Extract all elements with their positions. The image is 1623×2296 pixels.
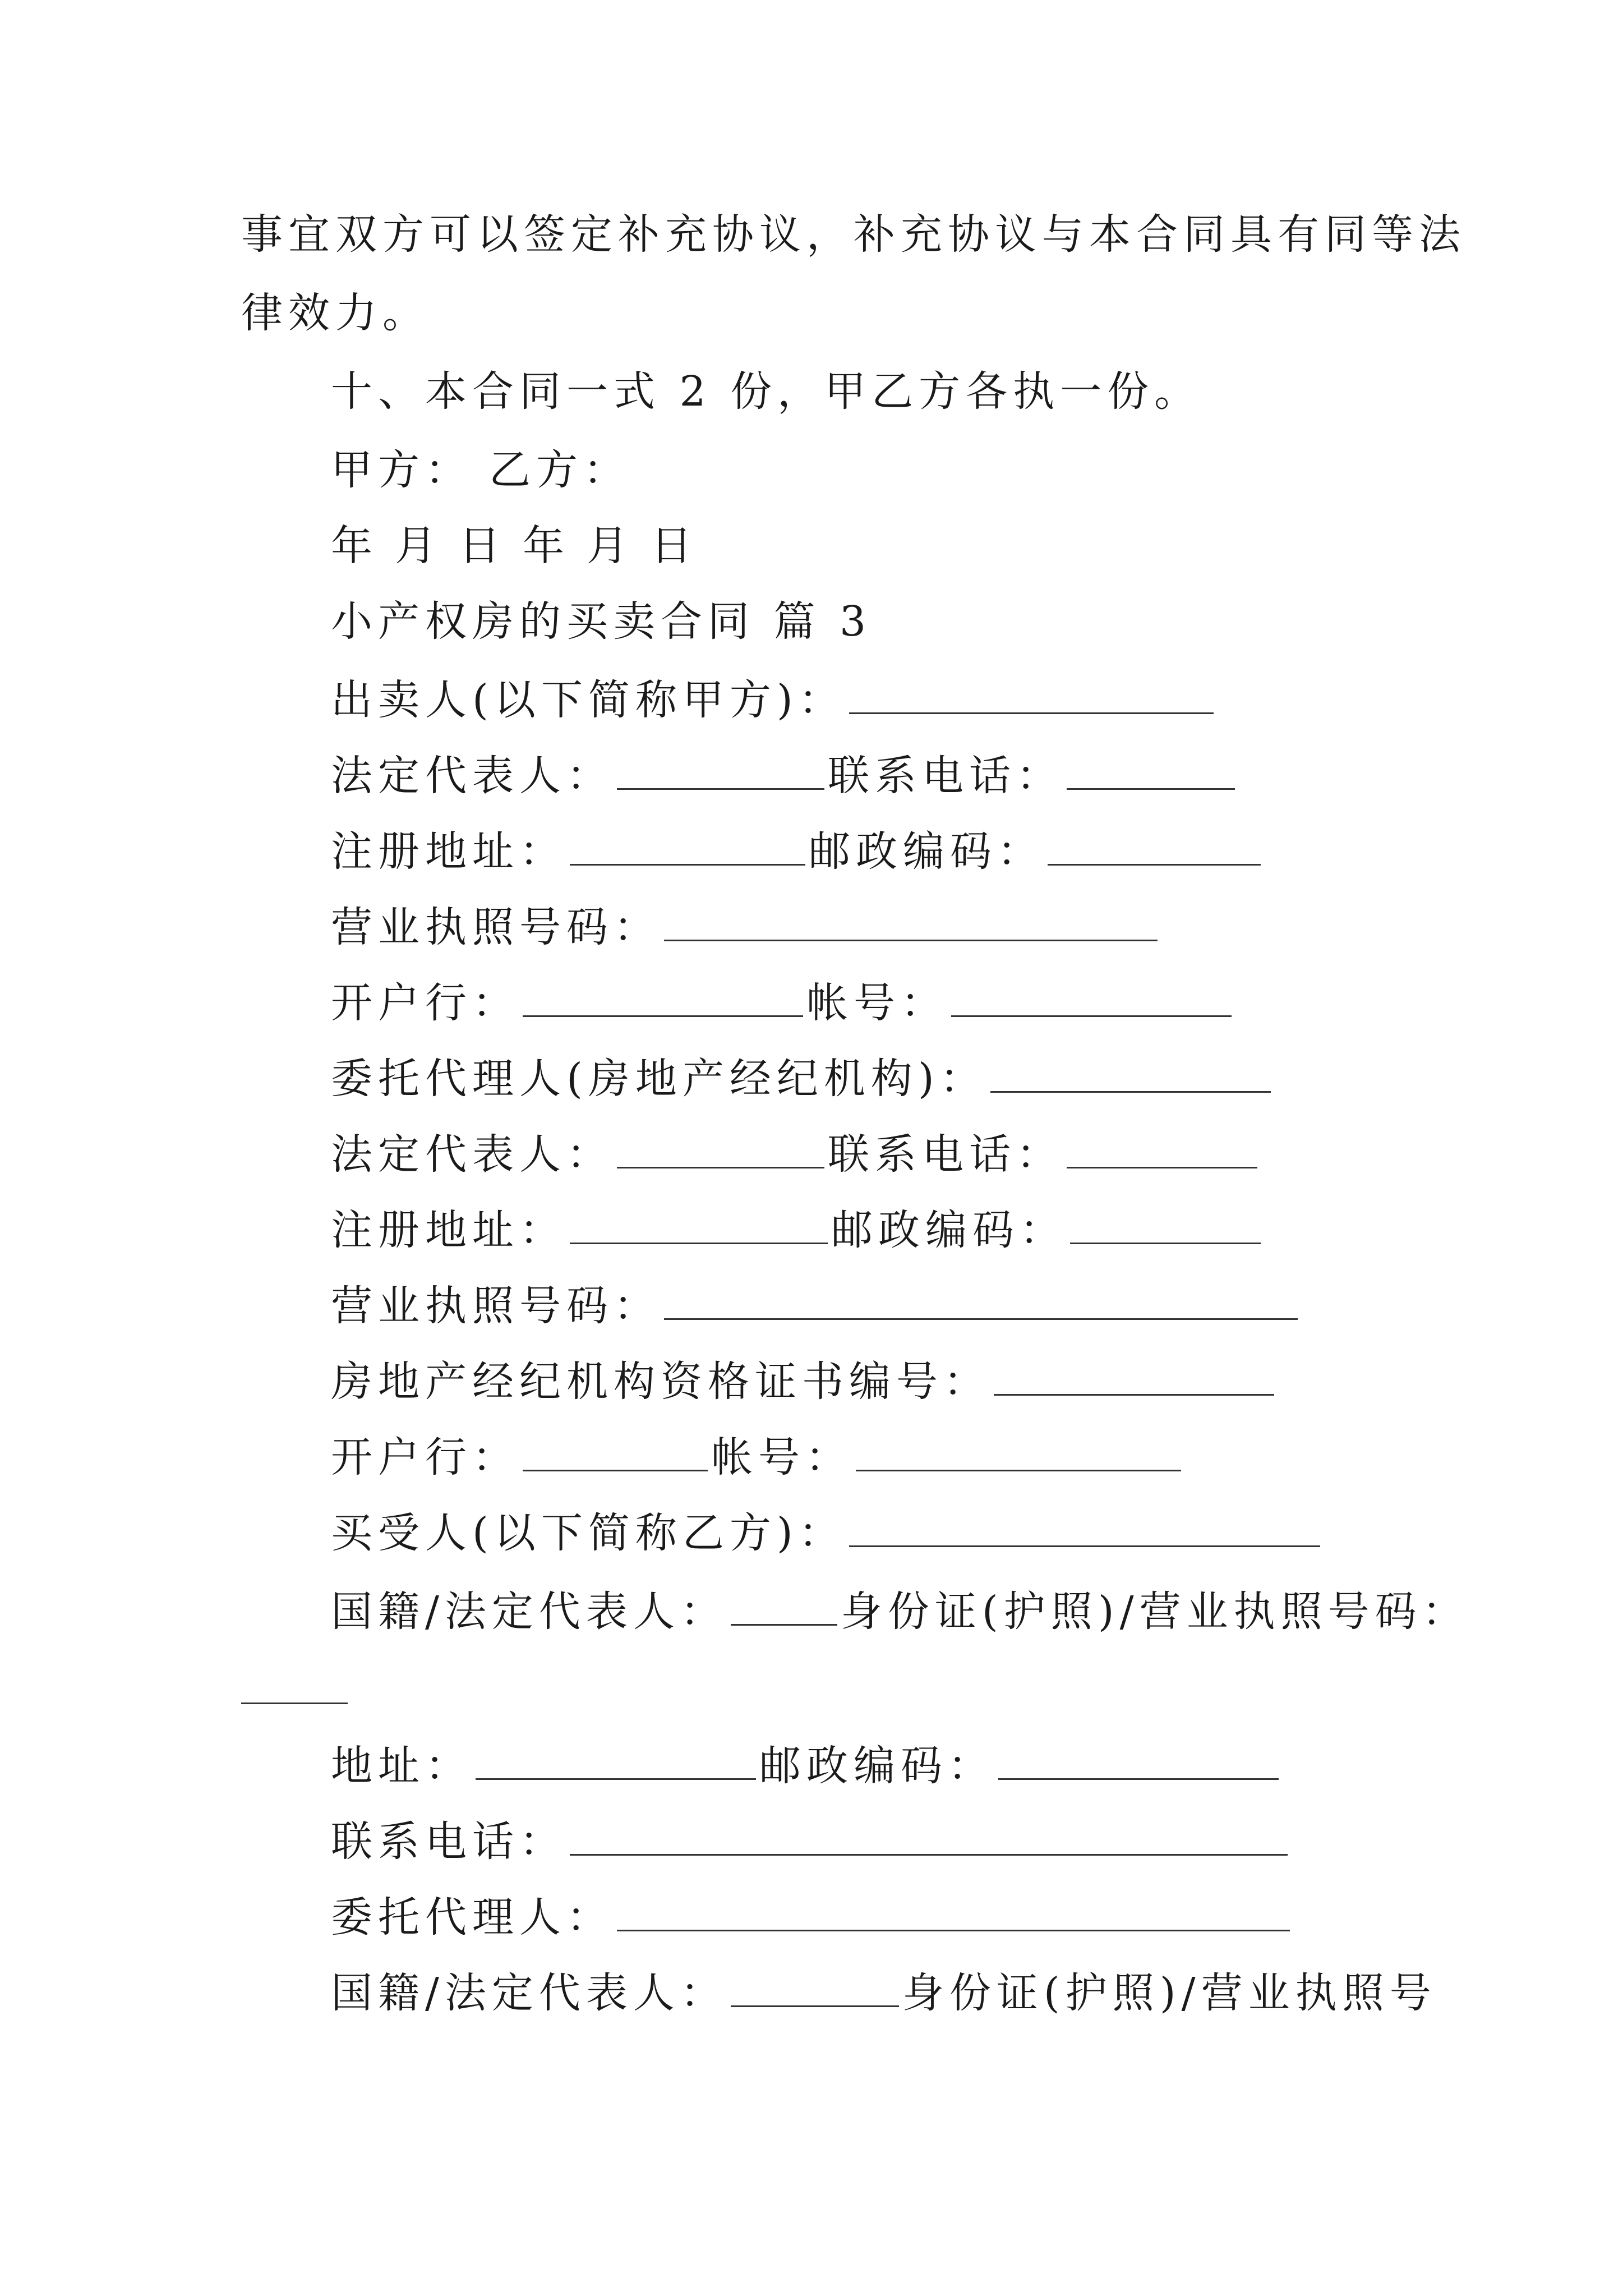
seller-rep-line <box>331 749 1238 803</box>
license-label: 营业执照号码： <box>331 903 661 951</box>
nationality-blank[interactable] <box>731 1974 899 2007</box>
postcode-label: 邮政编码： <box>759 1742 995 1790</box>
proxy-blank[interactable] <box>617 1898 1290 1931</box>
buyer-nationality-line-2 <box>331 1966 1437 2020</box>
agent-qualification-line <box>331 1355 1278 1409</box>
postcode-blank[interactable] <box>1048 832 1261 866</box>
qualification-label: 房地产经纪机构资格证书编号： <box>331 1358 990 1406</box>
address-blank[interactable] <box>476 1747 756 1780</box>
seller-name-blank[interactable] <box>849 681 1214 714</box>
postcode-label: 邮政编码： <box>831 1206 1067 1254</box>
nationality-label: 国籍/法定代表人： <box>331 1969 727 2017</box>
clause-text: 十、本合同一式 2 份，甲乙方各执一份。 <box>331 367 1202 416</box>
phone-label: 联系电话： <box>828 752 1063 800</box>
bank-blank[interactable] <box>523 984 803 1017</box>
clause-ten <box>331 365 1201 418</box>
reg-address-label: 注册地址： <box>331 827 566 876</box>
nationality-blank[interactable] <box>731 1593 837 1626</box>
id-blank[interactable] <box>241 1671 348 1704</box>
party-a-label: 甲方： <box>331 446 472 494</box>
phone-blank[interactable] <box>570 1823 1288 1856</box>
id-label: 身份证(护照)/营业执照号 <box>902 1969 1437 2017</box>
buyer-phone-line <box>331 1815 1291 1869</box>
date-year-label: 年 <box>523 522 570 570</box>
phone-blank[interactable] <box>1067 757 1235 790</box>
bank-label: 开户行： <box>331 979 519 1027</box>
agent-label: 委托代理人(房地产经纪机构)： <box>331 1055 987 1103</box>
account-blank[interactable] <box>856 1438 1181 1471</box>
seller-bank-line <box>331 976 1235 1030</box>
bank-label: 开户行： <box>331 1433 519 1481</box>
reg-address-blank[interactable] <box>570 832 805 866</box>
account-label: 帐号： <box>806 979 948 1027</box>
signature-dates <box>331 519 698 573</box>
reg-address-label: 注册地址： <box>331 1206 566 1254</box>
agent-line <box>331 1052 1274 1106</box>
buyer-label: 买受人(以下简称乙方)： <box>331 1509 846 1557</box>
paragraph-line <box>241 208 1466 261</box>
id-label: 身份证(护照)/营业执照号码： <box>840 1588 1469 1636</box>
agent-license-line <box>331 1279 1301 1333</box>
license-blank[interactable] <box>664 908 1158 941</box>
reg-address-blank[interactable] <box>570 1211 828 1244</box>
postcode-label: 邮政编码： <box>809 827 1044 876</box>
paragraph-line <box>241 286 430 340</box>
account-label: 帐号： <box>711 1433 852 1481</box>
legal-rep-blank[interactable] <box>617 757 824 790</box>
paragraph-text: 事宜双方可以签定补充协议，补充协议与本合同具有同等法 <box>241 210 1466 259</box>
account-blank[interactable] <box>951 984 1232 1017</box>
buyer-line <box>331 1506 1324 1560</box>
legal-rep-label: 法定代表人： <box>331 752 614 800</box>
date-year-label: 年 <box>331 522 378 570</box>
buyer-address-line <box>331 1739 1282 1793</box>
paragraph-text: 律效力。 <box>241 289 430 337</box>
seller-line <box>331 673 1217 727</box>
postcode-blank[interactable] <box>1070 1211 1261 1244</box>
buyer-id-continuation <box>241 1663 351 1717</box>
section-title-text: 小产权房的买卖合同 篇 3 <box>331 597 872 646</box>
phone-blank[interactable] <box>1067 1135 1257 1168</box>
seller-license-line <box>331 900 1161 954</box>
seller-label: 出卖人(以下简称甲方)： <box>331 676 846 724</box>
date-month-label: 月 <box>587 522 634 570</box>
license-label: 营业执照号码： <box>331 1282 661 1330</box>
date-day-label: 日 <box>651 522 698 570</box>
buyer-name-blank[interactable] <box>849 1514 1320 1547</box>
address-label: 地址： <box>331 1742 472 1790</box>
qualification-blank[interactable] <box>994 1363 1274 1396</box>
buyer-proxy-line <box>331 1890 1293 1944</box>
signature-parties <box>331 443 630 497</box>
section-title <box>331 595 872 648</box>
date-day-label: 日 <box>459 522 506 570</box>
agent-rep-line <box>331 1128 1261 1181</box>
license-blank[interactable] <box>664 1287 1298 1320</box>
postcode-blank[interactable] <box>998 1747 1279 1780</box>
seller-address-line <box>331 825 1264 878</box>
agent-address-line <box>331 1203 1264 1257</box>
buyer-nationality-line <box>331 1585 1469 1639</box>
legal-rep-label: 法定代表人： <box>331 1130 614 1179</box>
party-b-label: 乙方： <box>489 446 630 494</box>
bank-blank[interactable] <box>523 1438 708 1471</box>
phone-label: 联系电话： <box>331 1818 566 1866</box>
phone-label: 联系电话： <box>828 1130 1063 1179</box>
nationality-label: 国籍/法定代表人： <box>331 1588 727 1636</box>
agent-bank-line <box>331 1430 1184 1484</box>
proxy-label: 委托代理人： <box>331 1893 614 1941</box>
agent-blank[interactable] <box>990 1060 1271 1093</box>
legal-rep-blank[interactable] <box>617 1135 824 1168</box>
date-month-label: 月 <box>395 522 442 570</box>
